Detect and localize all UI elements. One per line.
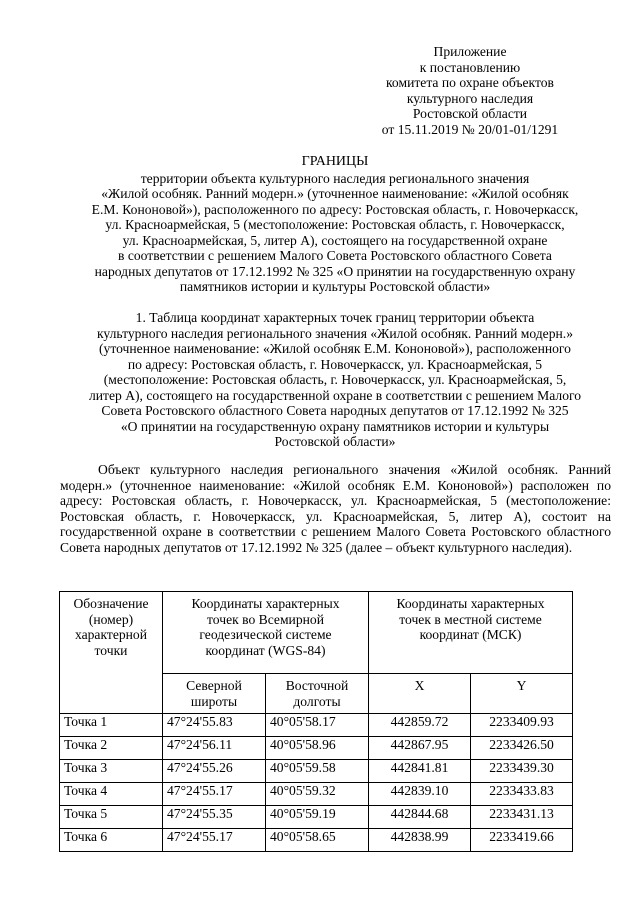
section-line: «О принятии на государственную охрану памятников истории и культуры [120, 418, 550, 434]
section-line: (уточненное наименование: «Жилой особняк Е.М. Кононовой»), расположенного [99, 341, 571, 356]
table-row [60, 806, 573, 829]
title-line: Е.М. Кононовой»), расположенного по адресу: Ростовская область, г. Новочеркасск, [91, 201, 579, 217]
section-heading [50, 310, 620, 450]
cell-x: 442838.99 [369, 829, 471, 852]
title-line: «Жилой особняк. Ранний модерн.» (уточненное наименование: «Жилой особняк [101, 186, 569, 201]
title-line: в соответствии с решением Малого Совета Ростовского областного Совета [118, 248, 552, 263]
cell-y: 2233431.13 [471, 806, 573, 829]
table-row [60, 760, 573, 783]
table-row [60, 829, 573, 852]
appendix-line: к постановлению [419, 59, 521, 75]
cell-y: 2233419.66 [471, 829, 573, 852]
appendix-line: Приложение [433, 44, 507, 59]
cell-north: 47°24'55.17 [163, 829, 266, 852]
header-y: Y [471, 674, 573, 714]
appendix-line: культурного наследия [406, 90, 534, 106]
cell-point: Точка 2 [60, 737, 163, 760]
cell-east: 40°05'58.17 [266, 714, 369, 737]
section-line: 1. Таблица координат характерных точек границ территории объекта [135, 310, 535, 325]
section-line: Ростовской области» [274, 434, 396, 449]
header-east-longitude: Восточной долготы [266, 674, 369, 714]
cell-x: 442844.68 [369, 806, 471, 829]
cell-x: 442859.72 [369, 714, 471, 737]
cell-y: 2233426.50 [471, 737, 573, 760]
table-row [60, 783, 573, 806]
cell-north: 47°24'55.35 [163, 806, 266, 829]
table-row [60, 737, 573, 760]
cell-x: 442839.10 [369, 783, 471, 806]
description-paragraph [60, 462, 611, 556]
appendix-line: Ростовской области [412, 106, 528, 121]
header-wgs84: Координаты характерных точек во Всемирной геодезической системе координат (WGS-84) [163, 592, 369, 674]
section-line: культурного наследия регионального значения «Жилой особняк. Ранний модерн.» [97, 325, 573, 341]
title-line: ул. Красноармейская, 5, литер А), состоящего на государственной охране [122, 232, 548, 248]
title-line: народных депутатов от 17.12.1992 № 325 «О принятии на государственную охрану [94, 263, 576, 279]
title-line: памятников истории и культуры Ростовской области» [179, 279, 491, 294]
cell-north: 47°24'56.11 [163, 737, 266, 760]
paragraph-text: Объект культурного наследия регионального значения «Жилой особняк. Ранний модерн.» (уточненное наименование: «Жилой особняк Е.М. Кононовой») расположен по адресу: Ростовская область, г. Новочеркасск, ул. Красноармейская, 5 (местоположение: Ростовская область, г. Новочеркасск, ул. Красноармейская, 5, литер А), состоит на государственной охране в соответствии с решением Малого Совета Ростовского областного Совета народных депутатов от 17.12.1992 № 325 (далее – объект культурного наследия). [60, 462, 611, 555]
cell-north: 47°24'55.17 [163, 783, 266, 806]
title-line: ул. Красноармейская, 5 (местоположение: Ростовская область, г. Новочеркасск, [105, 217, 565, 232]
cell-point: Точка 1 [60, 714, 163, 737]
appendix-header [370, 44, 570, 137]
cell-point: Точка 3 [60, 760, 163, 783]
cell-x: 442867.95 [369, 737, 471, 760]
table-row [60, 714, 573, 737]
cell-north: 47°24'55.26 [163, 760, 266, 783]
section-line: Совета Ростовского областного Совета народных депутатов от 17.12.1992 № 325 [101, 403, 569, 418]
coordinates-table [59, 591, 573, 852]
section-line: (местоположение: Ростовская область, г. Новочеркасск, ул. Красноармейская, 5, [103, 372, 567, 387]
cell-y: 2233439.30 [471, 760, 573, 783]
header-msk: Координаты характерных точек в местной системе координат (МСК) [369, 592, 573, 674]
cell-x: 442841.81 [369, 760, 471, 783]
cell-y: 2233433.83 [471, 783, 573, 806]
appendix-line: комитета по охране объектов [386, 75, 554, 90]
cell-east: 40°05'58.65 [266, 829, 369, 852]
cell-point: Точка 5 [60, 806, 163, 829]
cell-point: Точка 4 [60, 783, 163, 806]
cell-y: 2233409.93 [471, 714, 573, 737]
header-north-latitude: Северной широты [163, 674, 266, 714]
cell-east: 40°05'59.19 [266, 806, 369, 829]
document-title [40, 154, 630, 295]
cell-east: 40°05'59.58 [266, 760, 369, 783]
header-x: X [369, 674, 471, 714]
title-heading: ГРАНИЦЫ [301, 154, 369, 169]
appendix-line: от 15.11.2019 № 20/01-01/1291 [381, 121, 559, 137]
header-designation: Обозначение (номер) характерной точки [60, 592, 163, 714]
section-line: литер А), состоящего на государственной охране в соответствии с решением Малого [88, 387, 582, 403]
title-line: территории объекта культурного наследия регионального значения [140, 170, 530, 186]
section-line: по адресу: Ростовская область, г. Новочеркасск, ул. Красноармейская, 5 [127, 356, 543, 372]
cell-north: 47°24'55.83 [163, 714, 266, 737]
cell-east: 40°05'59.32 [266, 783, 369, 806]
cell-point: Точка 6 [60, 829, 163, 852]
cell-east: 40°05'58.96 [266, 737, 369, 760]
